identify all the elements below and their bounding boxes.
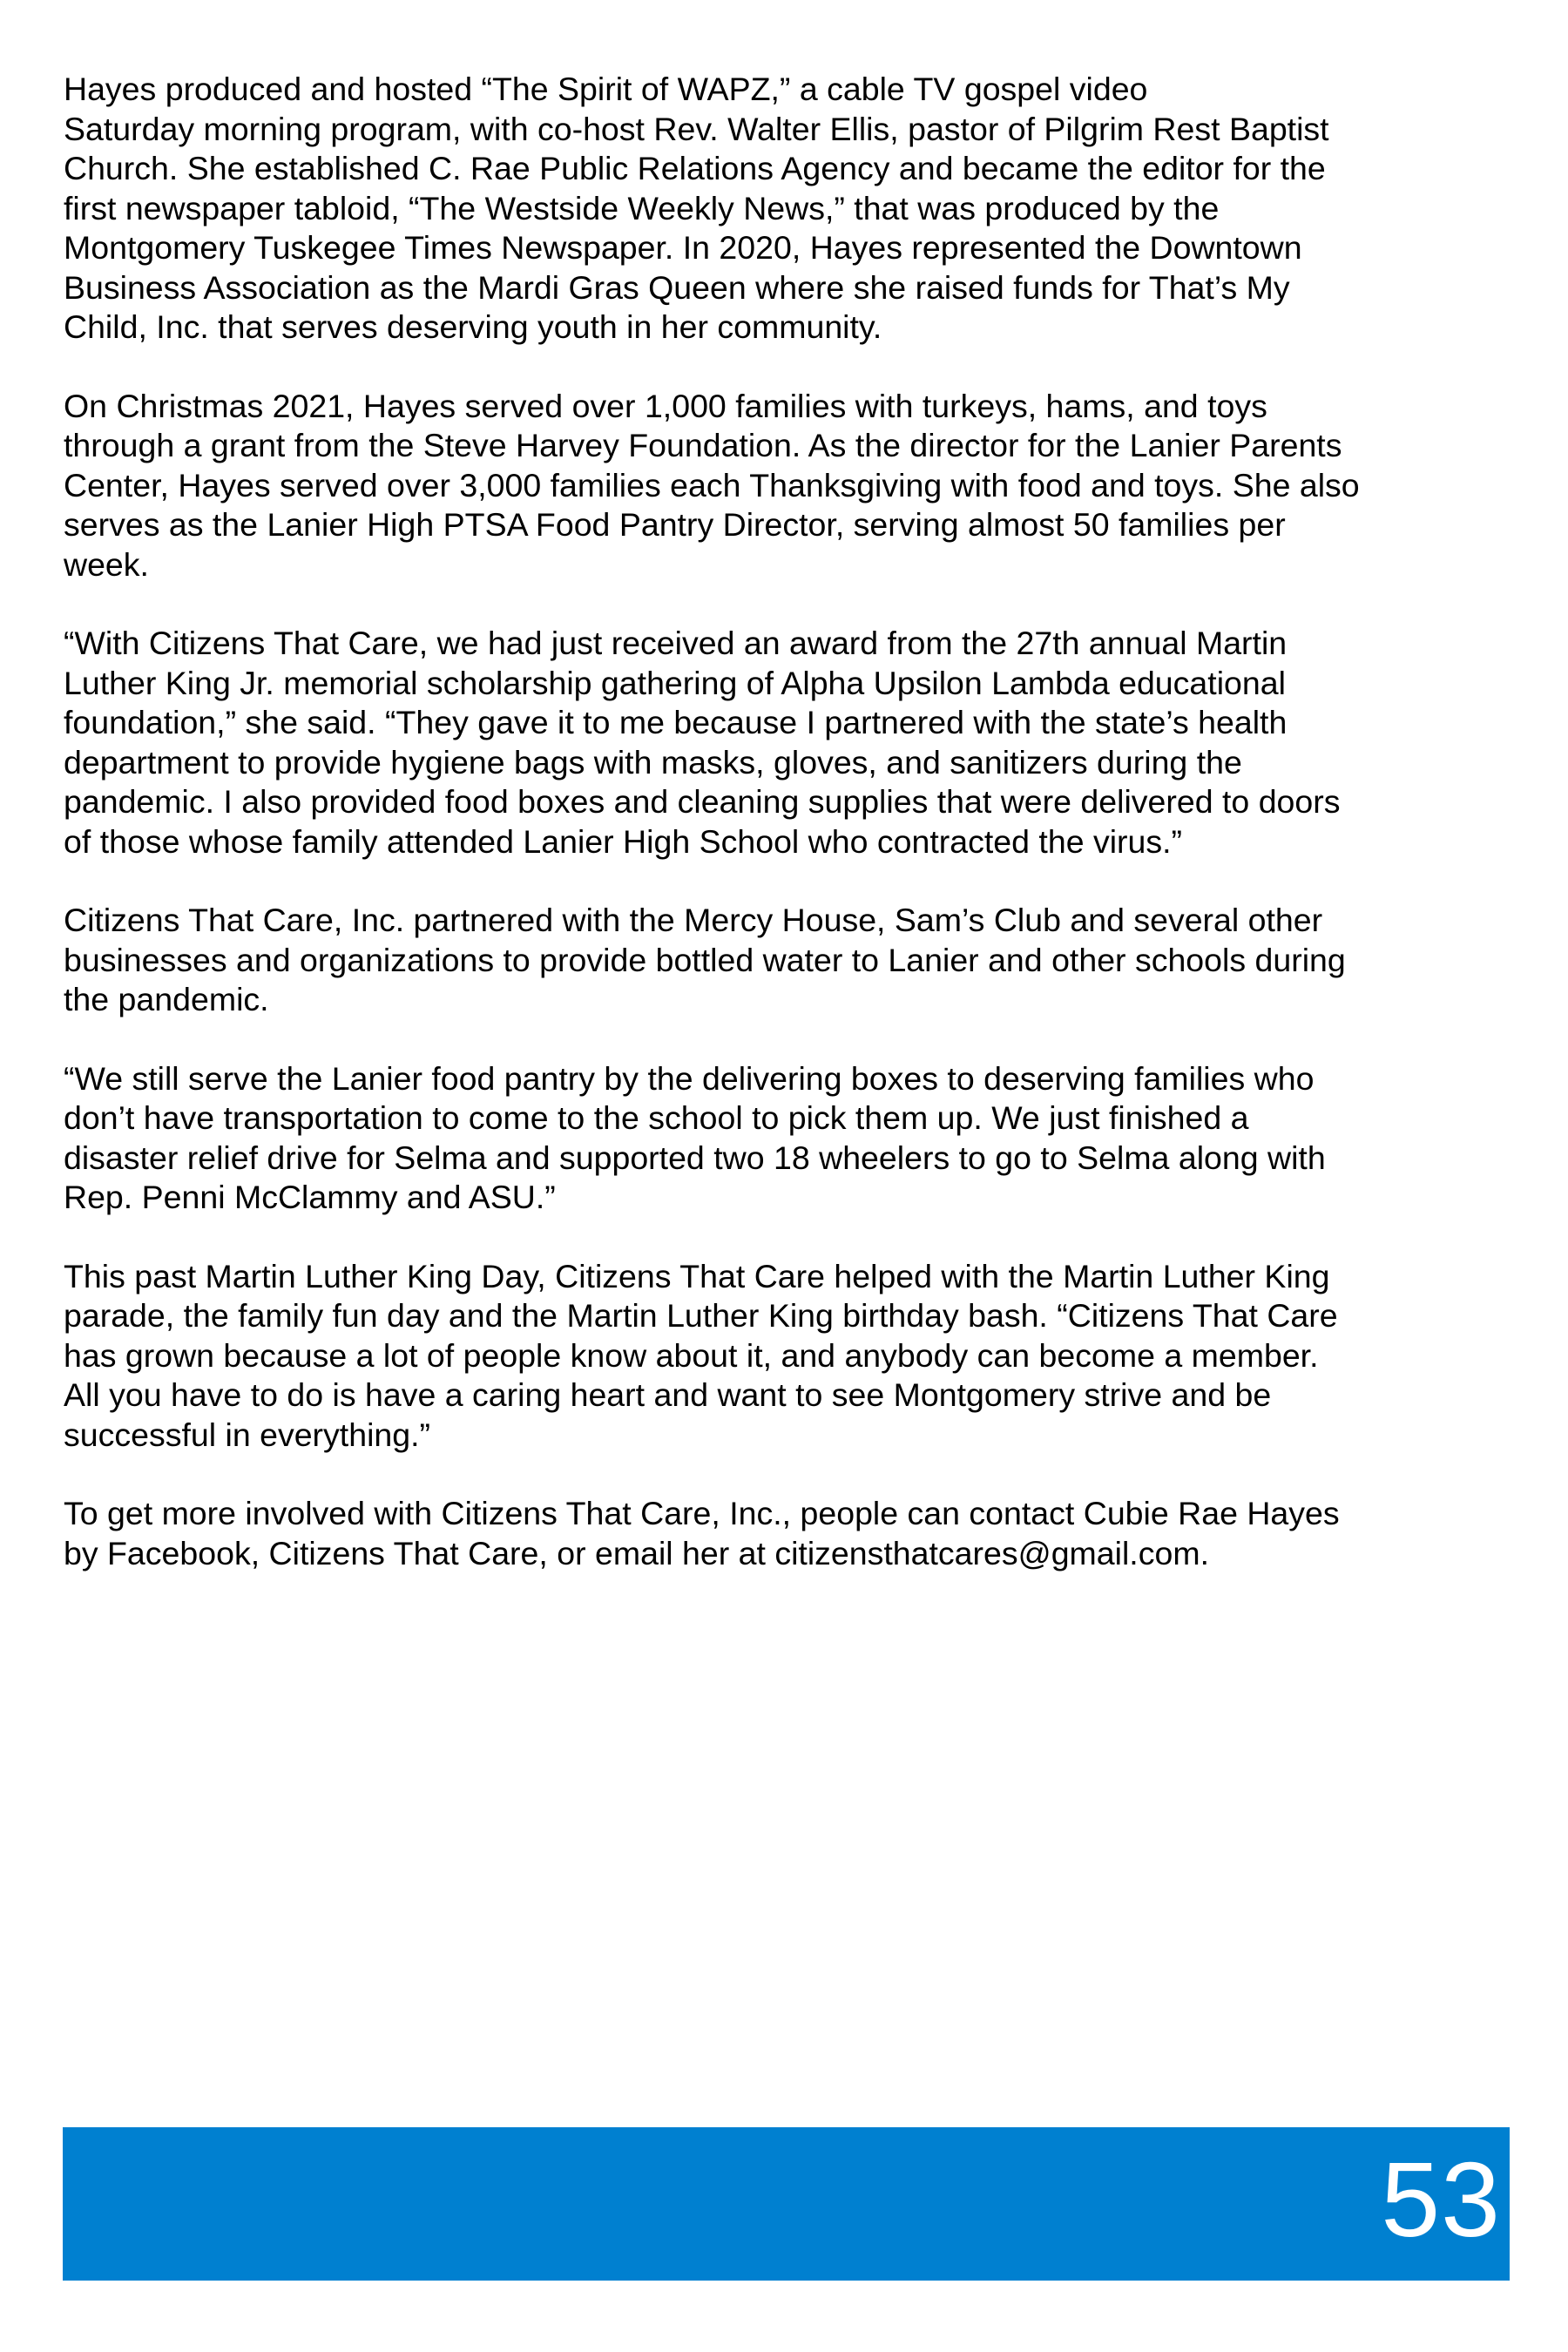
paragraph-4: Citizens That Care, Inc. partnered with the Mercy House, Sam’s Club and several other businesses and organizations to provide bottled water to Lanier and other schools during the pandemic. bbox=[64, 902, 1346, 1017]
paragraph-7: To get more involved with Citizens That Care, Inc., people can contact Cubie Rae Hayes by Facebook, Citizens That Care, or email her at citizensthatcares@gmail.com. bbox=[64, 1495, 1340, 1571]
paragraph-6: This past Martin Luther King Day, Citizens That Care helped with the Martin Luther King parade, the family fun day and the Martin Luther King birthday bash. “Citizens That Care has grown because a lot of people know about it, and anybody can become a member. All you have to do is have a caring heart and want to see Montgomery strive and be successful in everything.” bbox=[64, 1257, 1338, 1453]
paragraph-3: “With Citizens That Care, we had just received an award from the 27th annual Martin Luther King Jr. memorial scholarship gathering of Alpha Upsilon Lambda educational foundation,” she said. “They gave it to me because I partnered with the state’s health department to provide hygiene bags with masks, gloves, and sanitizers during the pandemic. I also provided food boxes and cleaning supplies that were delivered to doors of those whose family attended Lanier High School who contracted the virus.” bbox=[64, 625, 1341, 860]
paragraph-5: “We still serve the Lanier food pantry by the delivering boxes to deserving families who don’t have transportation to come to the school to pick them up. We just finished a disaster relief drive for Selma and supported two 18 wheelers to go to Selma along with Rep. Penni McClammy and ASU.” bbox=[64, 1059, 1326, 1215]
page-footer-bar bbox=[63, 2127, 1510, 2281]
paragraph-2: On Christmas 2021, Hayes served over 1,000 families with turkeys, hams, and toys through a grant from the Steve Harvey Foundation. As the director for the Lanier Parents Center, Hayes served over 3,000 families each Thanksgiving with food and toys. She also serves as the Lanier High PTSA Food Pantry Director, serving almost 50 families per week. bbox=[64, 387, 1360, 583]
paragraph-1: Hayes produced and hosted “The Spirit of WAPZ,” a cable TV gospel video Saturday morning program, with co-host Rev. Walter Ellis, pastor of Pilgrim Rest Baptist Church. She established C. Rae Public Relations Agency and became the editor for the first newspaper tabloid, “The Westside Weekly News,” that was produced by the Montgomery Tuskegee Times Newspaper. In 2020, Hayes represented the Downtown Business Association as the Mardi Gras Queen where she raised funds for That’s My Child, Inc. that serves deserving youth in her community. bbox=[64, 71, 1329, 345]
page-number: 53 bbox=[1381, 2140, 1501, 2259]
article-body bbox=[64, 70, 1544, 1612]
